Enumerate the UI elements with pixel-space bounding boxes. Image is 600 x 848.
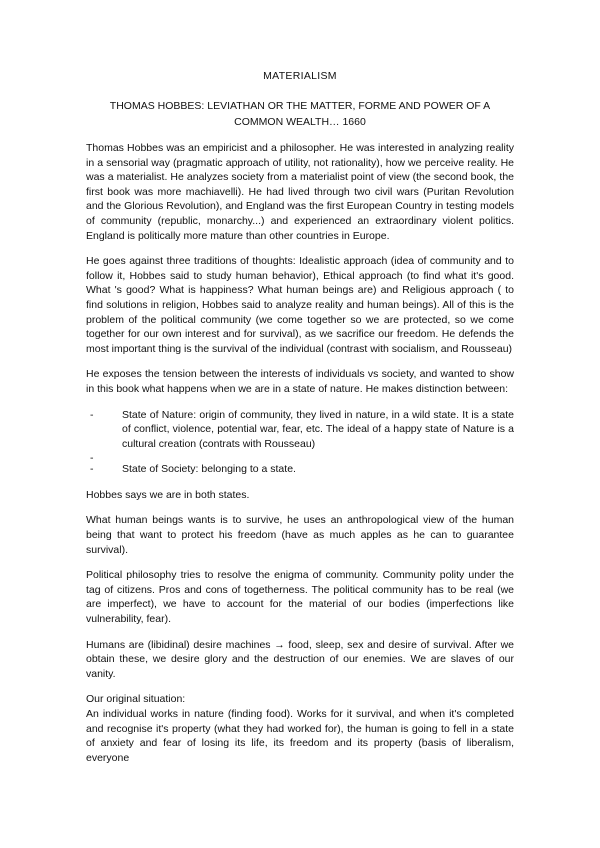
document-title: MATERIALISM bbox=[263, 70, 337, 82]
paragraph-political-philosophy: Political philosophy tries to resolve the enigma of community. Community polity under the tag of citizens. Pros and cons of togetherness. The political community has to be real (we are imperfect), we have to account for the material of our bodies (imperfections like vulnerability, fear). bbox=[86, 569, 514, 626]
states-list bbox=[86, 408, 514, 477]
paragraph-tension: He exposes the tension between the interests of individuals vs society, and wanted to show in this book what happens when we are in a state of nature. He makes distinction between: bbox=[86, 368, 514, 395]
paragraph-intro: Thomas Hobbes was an empiricist and a philosopher. He was interested in analyzing reality in a sensorial way (pragmatic approach of utility, not rationality), how we perceive reality. He was a materialist. He analyzes society from a materialist point of view (the second book, the first book was more machiavelli). He had lived through two civil wars (Puritan Revolution and the Glorious Revolution), and England was the first European Country in testing models of community (republic, monarchy...) and experienced an extraordinary violent politics. England is politically more mature than other countries in Europe. bbox=[86, 142, 514, 242]
list-item-state-of-society: - State of Society: belonging to a state. bbox=[90, 462, 514, 477]
list-spacer bbox=[90, 451, 514, 462]
list-item-state-of-nature: - State of Nature: origin of community, they lived in nature, in a wild state. It is a state of conflict, violence, potential war, fear, etc. The ideal of a happy state of Nature is a cultural creation (contrats with Rousseau) bbox=[90, 408, 514, 452]
section-heading-original-situation: Our original situation: bbox=[86, 693, 186, 706]
document-subtitle: THOMAS HOBBES: LEVIATHAN OR THE MATTER, FORME AND POWER OF A COMMON WEALTH… 1660 bbox=[109, 100, 491, 128]
paragraph-survival: What human beings wants is to survive, he uses an anthropological view of the human being that want to protect his freedom (have as much apples as he can to guarantee survival). bbox=[86, 514, 514, 556]
paragraph-original-situation: An individual works in nature (finding food). Works for it survival, and when it's completed and recognise it's property (what they had worked for), the human is going to fell in a state of anxiety and fear of losing its life, its freedom and its property (basis of liberalism, everyone bbox=[86, 708, 514, 764]
paragraph-traditions: He goes against three traditions of thoughts: Idealistic approach (idea of community and to follow it, Hobbes said to study human behavior), Ethical approach (to find what it's good. What 's good? What is happiness? What human beings are) and Religious approach ( to find solutions in religion, Hobbes said to analyze reality and human beings). All of this is the problem of the political community (we come together so we are protected, so we come together for our own interest and for survival), as we sacrifice our freedom. He defends the most important thing is the survival of the individual (contrast with socialism, and Rousseau) bbox=[86, 255, 514, 355]
paragraph-both-states: Hobbes says we are in both states. bbox=[86, 488, 250, 501]
paragraph-desire-machines: Humans are (libidinal) desire machines → food, sleep, sex and desire of survival. After we obtain these, we desire glory and the destruction of our enemies. We are slaves of our vanity. bbox=[86, 638, 514, 680]
